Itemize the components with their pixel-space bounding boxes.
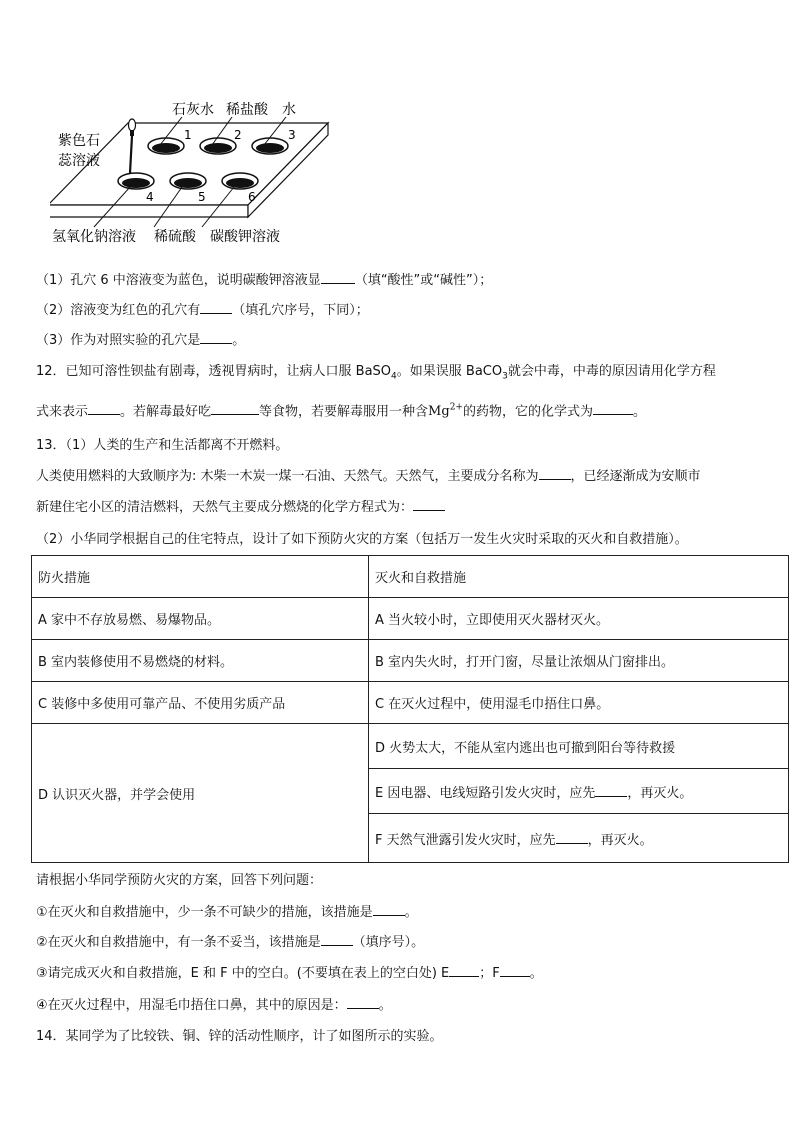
table-row: C 装修中多使用可靠产品、不使用劣质产品 C 在灭火过程中，使用湿毛巾捂住口鼻。 (32, 682, 789, 724)
answer-blank (539, 467, 571, 480)
answer-blank (595, 784, 627, 797)
q13-title: 13．（1）人类的生产和生活都离不开燃料。 (36, 438, 289, 453)
question-1: ①在灭火和自救措施中，少一条不可缺少的措施，该措施是 。 (36, 905, 418, 920)
answer-blank (413, 498, 445, 511)
table-row: A 家中不存放易燃、易爆物品。 A 当火较小时，立即使用灭火器材灭火。 (32, 598, 789, 640)
well-plate-diagram (50, 95, 350, 250)
label-dilute-hcl: 稀盐酸 (226, 102, 268, 118)
fire-plan-table (31, 555, 789, 863)
label-limewater: 石灰水 (172, 102, 214, 118)
hole-number: 4 (146, 190, 154, 204)
label-water: 水 (282, 102, 296, 118)
q13-part2: （2）小华同学根据自己的住宅特点，设计了如下预防火灾的方案（包括万一发生火灾时采取的灭火和自救措施）。 (36, 532, 688, 547)
answer-blank (211, 402, 259, 415)
q12-line1: 12．已知可溶性钡盐有剧毒，透视胃病时，让病人口服 BaSO$_4$。如果误服 BaCO$_3$就会中毒，中毒的原因请用化学方程 (36, 364, 716, 382)
cell-e-right: E 因电器、电线短路引发火灾时，应先 ，再灭火。 (369, 769, 789, 814)
q13-line2: 新建住宅小区的清洁燃料，天然气主要成分燃烧的化学方程式为： (36, 498, 445, 517)
label-litmus: 紫色石 (58, 133, 100, 149)
label-naoh: 氢氧化钠溶液 (52, 229, 136, 245)
q14-text: 14．某同学为了比较铁、铜、锌的活动性顺序，计了如图所示的实验。 (36, 1029, 443, 1044)
header-prevention: 防火措施 (32, 556, 369, 598)
hole-number: 5 (198, 190, 206, 204)
hole-number: 3 (288, 128, 296, 142)
answer-blank (200, 301, 232, 314)
header-firefighting: 灭火和自救措施 (369, 556, 789, 598)
answer-blank (321, 271, 355, 284)
question-4: ④在灭火过程中，用湿毛巾捂住口鼻，其中的原因是： 。 (36, 998, 392, 1013)
answer-blank (200, 331, 232, 344)
hole-number: 1 (184, 128, 192, 142)
answer-blank (593, 402, 633, 415)
q11-part3: （3）作为对照实验的孔穴是 。 (36, 333, 246, 348)
hole-number: 2 (234, 128, 242, 142)
q11-part1: （1）孔穴 6 中溶液变为蓝色，说明碳酸钾溶液显 （填“酸性”或“碱性”）； (36, 273, 493, 288)
cell-d-left: D 认识灭火器，并学会使用 (32, 724, 369, 863)
answer-blank (556, 831, 588, 844)
cell-f-right: F 天然气泄露引发火灾时，应先 ，再灭火。 (369, 814, 789, 863)
label-litmus-2: 蕊溶液 (58, 153, 100, 169)
hole-number: 6 (248, 190, 256, 204)
questions-intro: 请根据小华同学预防火灾的方案，回答下列问题： (36, 873, 323, 888)
table-header (32, 556, 789, 598)
cell-d-right: D 火势太大，不能从室内逃出也可撤到阳台等待救援 (369, 724, 789, 769)
answer-blank (500, 964, 530, 977)
answer-blank (321, 933, 353, 946)
q12-line2: 式来表示 。若解毒最好吃 等食物，若要解毒服用一种含$Mg^{2+}$的药物，它的化学式为 。 (36, 403, 646, 420)
question-2: ②在灭火和自救措施中，有一条不妥当，该措施是 （填序号）。 (36, 935, 425, 950)
answer-blank (88, 402, 120, 415)
label-h2so4: 稀硫酸 (154, 229, 196, 245)
q11-part2: （2）溶液变为红色的孔穴有 （填孔穴序号，下同）； (36, 303, 369, 318)
answer-blank (449, 964, 479, 977)
q13-line1: 人类使用燃料的大致顺序为: 木柴一木炭一煤一石油、天然气。天然气，主要成分名称为 ，已经逐渐成为安顺市 (36, 469, 701, 484)
mg-ion: $Mg^{2+}$ (428, 403, 463, 420)
table-row (32, 724, 789, 769)
answer-blank (347, 996, 379, 1009)
answer-blank (373, 903, 405, 916)
table-row: B 室内装修使用不易燃烧的材料。 B 室内失火时，打开门窗，尽量让浓烟从门窗排出。 (32, 640, 789, 682)
question-3: ③请完成灭火和自救措施，E 和 F 中的空白。(不要填在表上的空白处) E ；F 。 (36, 966, 543, 981)
label-k2co3: 碳酸钾溶液 (210, 229, 280, 245)
